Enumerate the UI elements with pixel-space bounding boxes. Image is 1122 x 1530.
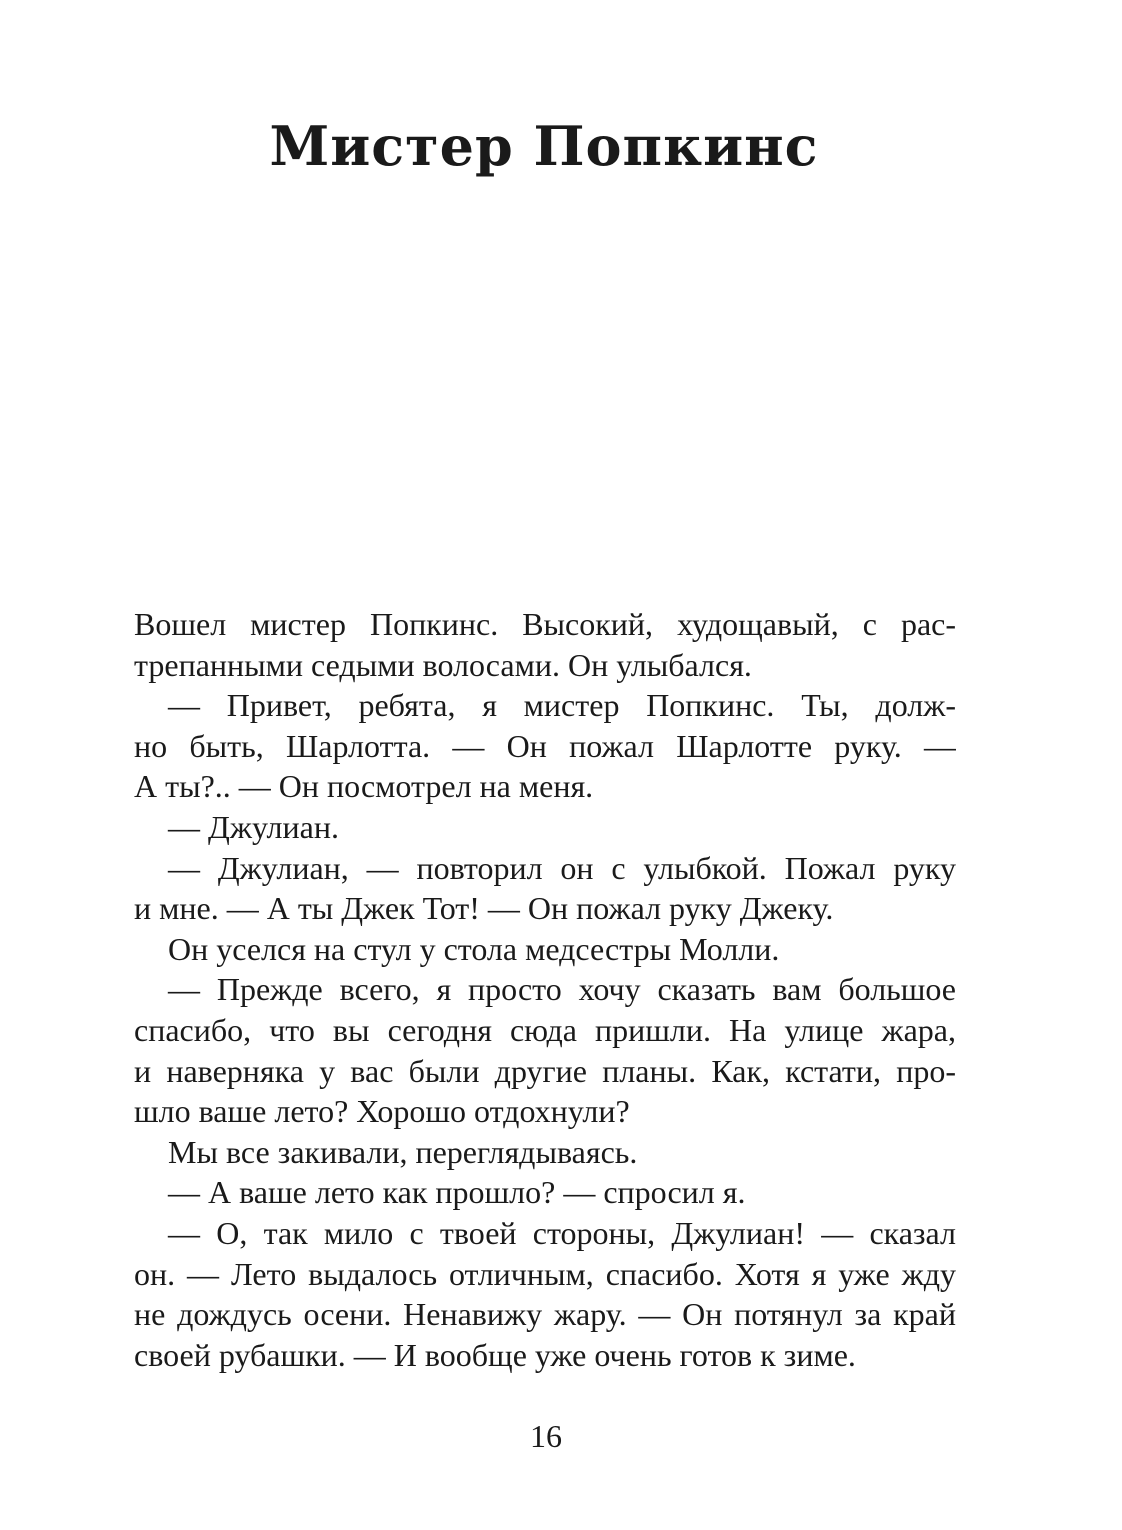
text-line: Мы все закивали, переглядываясь. xyxy=(168,1133,638,1170)
text-line: своей рубашки. — И вообще уже очень готов к зиме. xyxy=(134,1336,856,1373)
text-line: и мне. — А ты Джек Тот! — Он пожал руку Джеку. xyxy=(134,890,834,927)
text-line: — Джулиан. xyxy=(168,808,339,845)
text-line: — Джулиан, — повторил он с улыбкой. Пожал руку xyxy=(168,849,956,886)
chapter-title: Мистер Попкинс xyxy=(269,114,819,178)
text-line: Он уселся на стул у стола медсестры Молли. xyxy=(168,930,780,967)
text-line: трепанными седыми волосами. Он улыбался. xyxy=(134,646,752,683)
text-line: — Привет, ребята, я мистер Попкинс. Ты, долж- xyxy=(168,687,956,724)
text-line: шло ваше лето? Хорошо отдохнули? xyxy=(134,1093,630,1130)
page-number: 16 xyxy=(530,1418,562,1454)
text-line: — А ваше лето как прошло? — спросил я. xyxy=(168,1174,746,1211)
text-line: и наверняка у вас были другие планы. Как, кстати, про- xyxy=(134,1052,956,1089)
text-line: — О, так мило с твоей стороны, Джулиан! — сказал xyxy=(168,1214,956,1251)
text-line: спасибо, что вы сегодня сюда пришли. На улице жара, xyxy=(134,1011,956,1048)
text-line: Вошел мистер Попкинс. Высокий, худощавый, с рас- xyxy=(134,606,956,642)
body-text xyxy=(134,604,956,1375)
text-line: но быть, Шарлотта. — Он пожал Шарлотте руку. — xyxy=(134,727,956,764)
text-line: А ты?.. — Он посмотрел на меня. xyxy=(134,768,594,805)
text-line: он. — Лето выдалось отличным, спасибо. Хотя я уже жду xyxy=(134,1255,956,1292)
text-line: — Прежде всего, я просто хочу сказать вам большое xyxy=(168,971,956,1008)
text-line: не дождусь осени. Ненавижу жару. — Он потянул за край xyxy=(134,1296,956,1333)
